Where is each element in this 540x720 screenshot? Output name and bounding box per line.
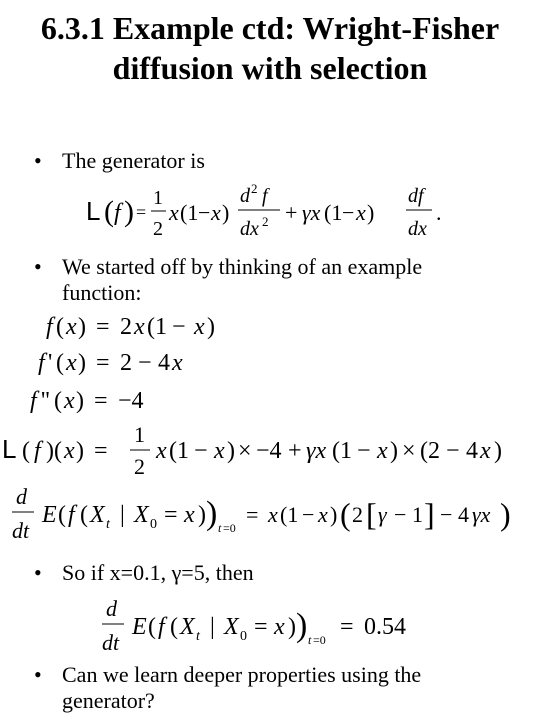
svg-text:−: −	[172, 314, 186, 340]
slide-title-line-1: 6.3.1 Example ctd: Wright-Fisher	[40, 10, 500, 46]
svg-text:1: 1	[134, 422, 145, 447]
svg-text:(1: (1	[169, 438, 189, 464]
svg-text:−: −	[440, 502, 453, 527]
svg-text:t: t	[106, 517, 110, 532]
svg-text:−: −	[194, 438, 208, 464]
svg-text:): )	[78, 314, 86, 340]
svg-text:x: x	[318, 502, 328, 527]
svg-text:(1: (1	[147, 314, 167, 340]
svg-text:): )	[76, 388, 84, 414]
svg-text:1: 1	[412, 502, 423, 527]
svg-text:x: x	[356, 200, 366, 225]
svg-text:=: =	[94, 388, 108, 414]
svg-text:L: L	[2, 434, 17, 464]
svg-text:γx: γx	[306, 438, 327, 464]
bullet-text-line-1: Can we learn deeper properties using the	[62, 662, 422, 687]
svg-text:(: (	[104, 195, 114, 228]
svg-text:.: .	[436, 200, 442, 225]
bullet-text-line-2: function:	[62, 280, 142, 305]
svg-text:x: x	[211, 200, 221, 225]
svg-text:(1: (1	[324, 200, 343, 225]
svg-text:(: (	[340, 496, 351, 532]
svg-text:f: f	[262, 185, 268, 207]
bullet-text: So if x=0.1, γ=5, then	[62, 560, 254, 585]
svg-text:): )	[288, 614, 296, 640]
svg-text:): )	[206, 495, 218, 532]
svg-text:2: 2	[134, 454, 145, 479]
svg-text:4: 4	[466, 438, 478, 464]
svg-text:4: 4	[458, 502, 469, 527]
svg-text:(: (	[54, 388, 62, 414]
svg-text:x: x	[156, 438, 167, 464]
svg-text:): )	[222, 200, 230, 225]
svg-text:): )	[124, 195, 134, 228]
svg-text:(2: (2	[420, 438, 440, 464]
svg-text:1: 1	[153, 187, 163, 209]
svg-text:d: d	[240, 185, 250, 207]
svg-text:−: −	[357, 438, 371, 464]
svg-text:(: (	[56, 314, 64, 340]
bullet-marker: •	[34, 254, 42, 279]
svg-text:f: f	[34, 438, 41, 464]
svg-text:x: x	[214, 438, 225, 464]
svg-text:f: f	[38, 350, 45, 376]
svg-text:(: (	[148, 614, 156, 640]
svg-text:): )	[390, 438, 398, 464]
svg-text:(: (	[80, 502, 88, 528]
svg-text:×: ×	[402, 438, 416, 464]
svg-text:x: x	[184, 502, 195, 528]
equation-Lf	[0, 420, 540, 484]
svg-text:=: =	[340, 614, 354, 640]
svg-text:x: x	[480, 438, 491, 464]
svg-text:(: (	[22, 438, 30, 464]
slide-title-line-2: diffusion with selection	[112, 50, 428, 86]
svg-text:0: 0	[240, 629, 247, 644]
svg-text:0.54: 0.54	[364, 614, 406, 640]
svg-text:E: E	[132, 614, 147, 640]
svg-text:−4: −4	[118, 388, 144, 414]
svg-text:x: x	[268, 502, 278, 527]
svg-text:2: 2	[262, 214, 269, 229]
svg-text:=: =	[164, 502, 178, 528]
svg-text:dx: dx	[240, 218, 259, 240]
svg-text:=: =	[96, 350, 110, 376]
svg-text:): )	[207, 314, 215, 340]
svg-text:f: f	[30, 388, 37, 414]
svg-text:(: (	[58, 502, 66, 528]
svg-text:dx: dx	[408, 218, 427, 240]
svg-text:): )	[198, 502, 206, 528]
svg-text:|: |	[210, 614, 215, 640]
svg-text:=: =	[94, 438, 108, 464]
svg-text:[: [	[366, 496, 377, 532]
svg-text:t: t	[308, 633, 312, 647]
svg-text:): )	[500, 496, 511, 532]
svg-text:−: −	[342, 200, 355, 225]
svg-text:x: x	[64, 388, 75, 414]
svg-text:γx: γx	[302, 200, 321, 225]
bullet-text: The generator is	[62, 148, 205, 173]
svg-text:f: f	[46, 314, 53, 340]
equation-f-double-prime	[22, 382, 222, 418]
svg-text:L: L	[86, 196, 101, 226]
svg-text:X: X	[180, 614, 195, 640]
svg-text:(1: (1	[280, 502, 299, 527]
svg-text:f: f	[114, 200, 121, 226]
svg-text:x: x	[64, 438, 75, 464]
svg-text:): )	[330, 502, 338, 527]
svg-text:dt: dt	[102, 630, 120, 655]
bullet-text-line-2: generator?	[62, 688, 155, 713]
bullet-marker: •	[34, 148, 42, 173]
bullet-marker: •	[34, 662, 42, 687]
svg-text:): )	[78, 350, 86, 376]
svg-text:X: X	[90, 502, 105, 528]
svg-text:−: −	[302, 502, 315, 527]
svg-text:2: 2	[120, 350, 132, 376]
svg-text:x: x	[134, 314, 145, 340]
svg-text:x: x	[66, 314, 77, 340]
svg-text:df: df	[408, 185, 424, 207]
svg-text:4: 4	[158, 350, 170, 376]
svg-text:]: ]	[424, 496, 435, 532]
svg-text:−: −	[446, 438, 460, 464]
svg-text:=0: =0	[313, 633, 326, 647]
svg-text:(1: (1	[180, 200, 199, 225]
svg-text:γx: γx	[472, 502, 491, 527]
svg-text:): )	[76, 438, 84, 464]
svg-text:=: =	[136, 202, 147, 222]
svg-text:=: =	[246, 502, 259, 527]
svg-text:(: (	[56, 350, 64, 376]
svg-text:(: (	[170, 614, 178, 640]
svg-text:x: x	[169, 200, 179, 225]
svg-text:): )	[227, 438, 235, 464]
svg-text:2: 2	[251, 181, 258, 196]
svg-text:=0: =0	[223, 521, 236, 535]
equation-generator	[80, 180, 460, 250]
svg-text:)(: )(	[46, 438, 62, 464]
svg-text:dt: dt	[12, 518, 30, 543]
svg-text:x: x	[172, 350, 183, 376]
svg-text:E: E	[42, 502, 57, 528]
svg-text:2: 2	[153, 218, 163, 240]
svg-text:X: X	[134, 502, 149, 528]
equation-f	[30, 308, 290, 344]
equation-derivative-value	[96, 596, 456, 658]
svg-text:×: ×	[238, 438, 252, 464]
svg-text:f: f	[68, 502, 75, 528]
svg-text:(1: (1	[332, 438, 352, 464]
equation-f-prime	[30, 344, 290, 380]
svg-text:': '	[48, 350, 53, 376]
svg-text:γ: γ	[378, 502, 387, 527]
svg-text:): )	[296, 607, 308, 644]
svg-text:'': ''	[41, 388, 50, 414]
svg-text:f: f	[158, 614, 165, 640]
svg-text:=: =	[96, 314, 110, 340]
slide-title	[0, 8, 540, 88]
svg-text:=: =	[254, 614, 268, 640]
svg-text:): )	[367, 200, 375, 225]
svg-text:+: +	[288, 438, 302, 464]
svg-text:0: 0	[150, 517, 157, 532]
svg-text:X: X	[224, 614, 239, 640]
svg-text:t: t	[218, 521, 222, 535]
svg-text:): )	[494, 438, 502, 464]
svg-text:x: x	[274, 614, 285, 640]
svg-text:d: d	[106, 596, 117, 621]
svg-text:−: −	[138, 350, 152, 376]
svg-text:x: x	[194, 314, 205, 340]
svg-text:−: −	[198, 200, 211, 225]
svg-text:−: −	[394, 502, 407, 527]
svg-text:−4: −4	[256, 438, 282, 464]
equation-derivative-expectation	[0, 484, 540, 548]
bullet-text-line-1: We started off by thinking of an example	[62, 254, 423, 279]
svg-text:2: 2	[352, 502, 363, 527]
svg-text:x: x	[66, 350, 77, 376]
svg-text:+: +	[285, 200, 298, 225]
svg-text:2: 2	[120, 314, 132, 340]
svg-text:d: d	[16, 484, 27, 509]
bullet-marker: •	[34, 560, 42, 585]
svg-text:t: t	[196, 629, 200, 644]
svg-text:x: x	[377, 438, 388, 464]
svg-text:|: |	[120, 502, 125, 528]
